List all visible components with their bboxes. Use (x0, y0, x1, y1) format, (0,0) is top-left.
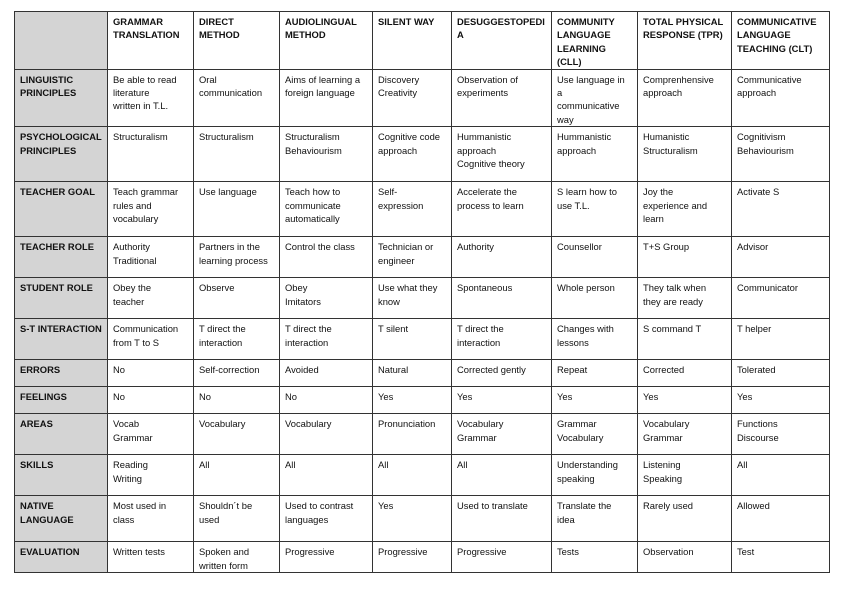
table-row (15, 127, 830, 182)
table-row (15, 496, 830, 542)
table-cell: T direct the interaction (452, 319, 552, 360)
table-row (15, 278, 830, 319)
table-cell: No (194, 387, 280, 414)
column-header: TOTAL PHYSICAL RESPONSE (TPR) (638, 12, 732, 70)
table-cell: Yes (373, 387, 452, 414)
table-cell: Teach how to communicate automatically (280, 182, 373, 237)
table-cell: T direct the interaction (280, 319, 373, 360)
column-header: AUDIOLINGUAL METHOD (280, 12, 373, 70)
table-cell: S command T (638, 319, 732, 360)
table-cell: Translate the idea (552, 496, 638, 542)
table-cell: Teach grammar rules and vocabulary (108, 182, 194, 237)
table-cell: Changes with lessons (552, 319, 638, 360)
table-cell: All (373, 455, 452, 496)
table-cell: Authority Traditional (108, 237, 194, 278)
table-cell: Yes (638, 387, 732, 414)
table-cell: Observation of experiments (452, 69, 552, 127)
row-header: EVALUATION (15, 542, 108, 573)
column-header: COMMUNICATIVE LANGUAGE TEACHING (CLT) (732, 12, 830, 70)
table-row (15, 237, 830, 278)
table-cell: Yes (552, 387, 638, 414)
table-cell: Repeat (552, 360, 638, 387)
table-cell: Functions Discourse (732, 414, 830, 455)
table-cell: No (108, 387, 194, 414)
row-header: S-T INTERACTION (15, 319, 108, 360)
table-cell: Cognitivism Behaviourism (732, 127, 830, 182)
methods-comparison-sheet (14, 11, 830, 573)
table-cell: Vocabulary Grammar (452, 414, 552, 455)
row-header: TEACHER GOAL (15, 182, 108, 237)
table-cell: Observation (638, 542, 732, 573)
table-cell: T+S Group (638, 237, 732, 278)
table-row (15, 542, 830, 573)
row-header: ERRORS (15, 360, 108, 387)
table-cell: Hummanistic approach (552, 127, 638, 182)
table-cell: Self-correction (194, 360, 280, 387)
table-cell: Counsellor (552, 237, 638, 278)
header-row (15, 12, 830, 70)
table-row (15, 69, 830, 127)
table-cell: Oral communication (194, 69, 280, 127)
table-cell: Vocabulary (194, 414, 280, 455)
table-cell: Use what they know (373, 278, 452, 319)
table-cell: Partners in the learning process (194, 237, 280, 278)
table-cell: Technician or engineer (373, 237, 452, 278)
table-cell: Avoided (280, 360, 373, 387)
table-cell: Progressive (280, 542, 373, 573)
table-cell: Natural (373, 360, 452, 387)
table-cell: All (280, 455, 373, 496)
corner-cell (15, 12, 108, 70)
table-cell: Hummanistic approach Cognitive theory (452, 127, 552, 182)
table-cell: T silent (373, 319, 452, 360)
table-cell: Pronunciation (373, 414, 452, 455)
table-cell: No (108, 360, 194, 387)
table-cell: Cognitive code approach (373, 127, 452, 182)
table-cell: Structuralism Behaviourism (280, 127, 373, 182)
column-header: SILENT WAY (373, 12, 452, 70)
row-header: SKILLS (15, 455, 108, 496)
table-cell: Discovery Creativity (373, 69, 452, 127)
table-cell: Vocabulary Grammar (638, 414, 732, 455)
table-cell: Use language in a communicative way (552, 69, 638, 127)
table-row (15, 387, 830, 414)
table-cell: Tolerated (732, 360, 830, 387)
table-cell: Whole person (552, 278, 638, 319)
table-cell: T helper (732, 319, 830, 360)
table-cell: Spoken and written form (194, 542, 280, 573)
table-cell: Shouldn´t be used (194, 496, 280, 542)
row-header: STUDENT ROLE (15, 278, 108, 319)
table-cell: Vocab Grammar (108, 414, 194, 455)
table-cell: Spontaneous (452, 278, 552, 319)
table-cell: Communication from T to S (108, 319, 194, 360)
table-cell: Used to contrast languages (280, 496, 373, 542)
column-header: DESUGGESTOPEDI A (452, 12, 552, 70)
column-header: DIRECT METHOD (194, 12, 280, 70)
table-cell: Corrected (638, 360, 732, 387)
table-cell: Most used in class (108, 496, 194, 542)
methods-comparison-table (14, 11, 830, 573)
row-header: NATIVE LANGUAGE (15, 496, 108, 542)
row-header: PSYCHOLOGICAL PRINCIPLES (15, 127, 108, 182)
table-cell: Self- expression (373, 182, 452, 237)
table-cell: Reading Writing (108, 455, 194, 496)
table-row (15, 182, 830, 237)
table-cell: Obey Imitators (280, 278, 373, 319)
table-cell: Communicator (732, 278, 830, 319)
table-cell: Comprenhensive approach (638, 69, 732, 127)
table-cell: Allowed (732, 496, 830, 542)
row-header: LINGUISTIC PRINCIPLES (15, 69, 108, 127)
table-cell: All (452, 455, 552, 496)
table-cell: Accelerate the process to learn (452, 182, 552, 237)
column-header: GRAMMAR TRANSLATION (108, 12, 194, 70)
table-cell: Communicative approach (732, 69, 830, 127)
table-cell: Yes (452, 387, 552, 414)
table-cell: Observe (194, 278, 280, 319)
table-cell: Yes (373, 496, 452, 542)
table-cell: Listening Speaking (638, 455, 732, 496)
table-cell: All (194, 455, 280, 496)
table-cell: T direct the interaction (194, 319, 280, 360)
table-cell: Written tests (108, 542, 194, 573)
table-row (15, 455, 830, 496)
column-header: COMMUNITY LANGUAGE LEARNING (CLL) (552, 12, 638, 70)
table-cell: Activate S (732, 182, 830, 237)
table-cell: Test (732, 542, 830, 573)
table-cell: Progressive (452, 542, 552, 573)
table-cell: Advisor (732, 237, 830, 278)
table-cell: S learn how to use T.L. (552, 182, 638, 237)
table-cell: Be able to read literature written in T.L. (108, 69, 194, 127)
table-cell: Structuralism (108, 127, 194, 182)
table-cell: No (280, 387, 373, 414)
table-cell: They talk when they are ready (638, 278, 732, 319)
table-cell: Aims of learning a foreign language (280, 69, 373, 127)
row-header: TEACHER ROLE (15, 237, 108, 278)
table-cell: Obey the teacher (108, 278, 194, 319)
table-row (15, 319, 830, 360)
table-cell: Corrected gently (452, 360, 552, 387)
table-cell: Use language (194, 182, 280, 237)
table-cell: Understanding speaking (552, 455, 638, 496)
table-cell: Humanistic Structuralism (638, 127, 732, 182)
table-row (15, 360, 830, 387)
table-cell: Vocabulary (280, 414, 373, 455)
table-cell: Tests (552, 542, 638, 573)
table-cell: Progressive (373, 542, 452, 573)
table-cell: Rarely used (638, 496, 732, 542)
table-cell: Authority (452, 237, 552, 278)
row-header: AREAS (15, 414, 108, 455)
table-row (15, 414, 830, 455)
table-cell: Yes (732, 387, 830, 414)
table-cell: Control the class (280, 237, 373, 278)
table-cell: Grammar Vocabulary (552, 414, 638, 455)
row-header: FEELINGS (15, 387, 108, 414)
table-cell: All (732, 455, 830, 496)
table-cell: Structuralism (194, 127, 280, 182)
table-cell: Joy the experience and learn (638, 182, 732, 237)
table-cell: Used to translate (452, 496, 552, 542)
